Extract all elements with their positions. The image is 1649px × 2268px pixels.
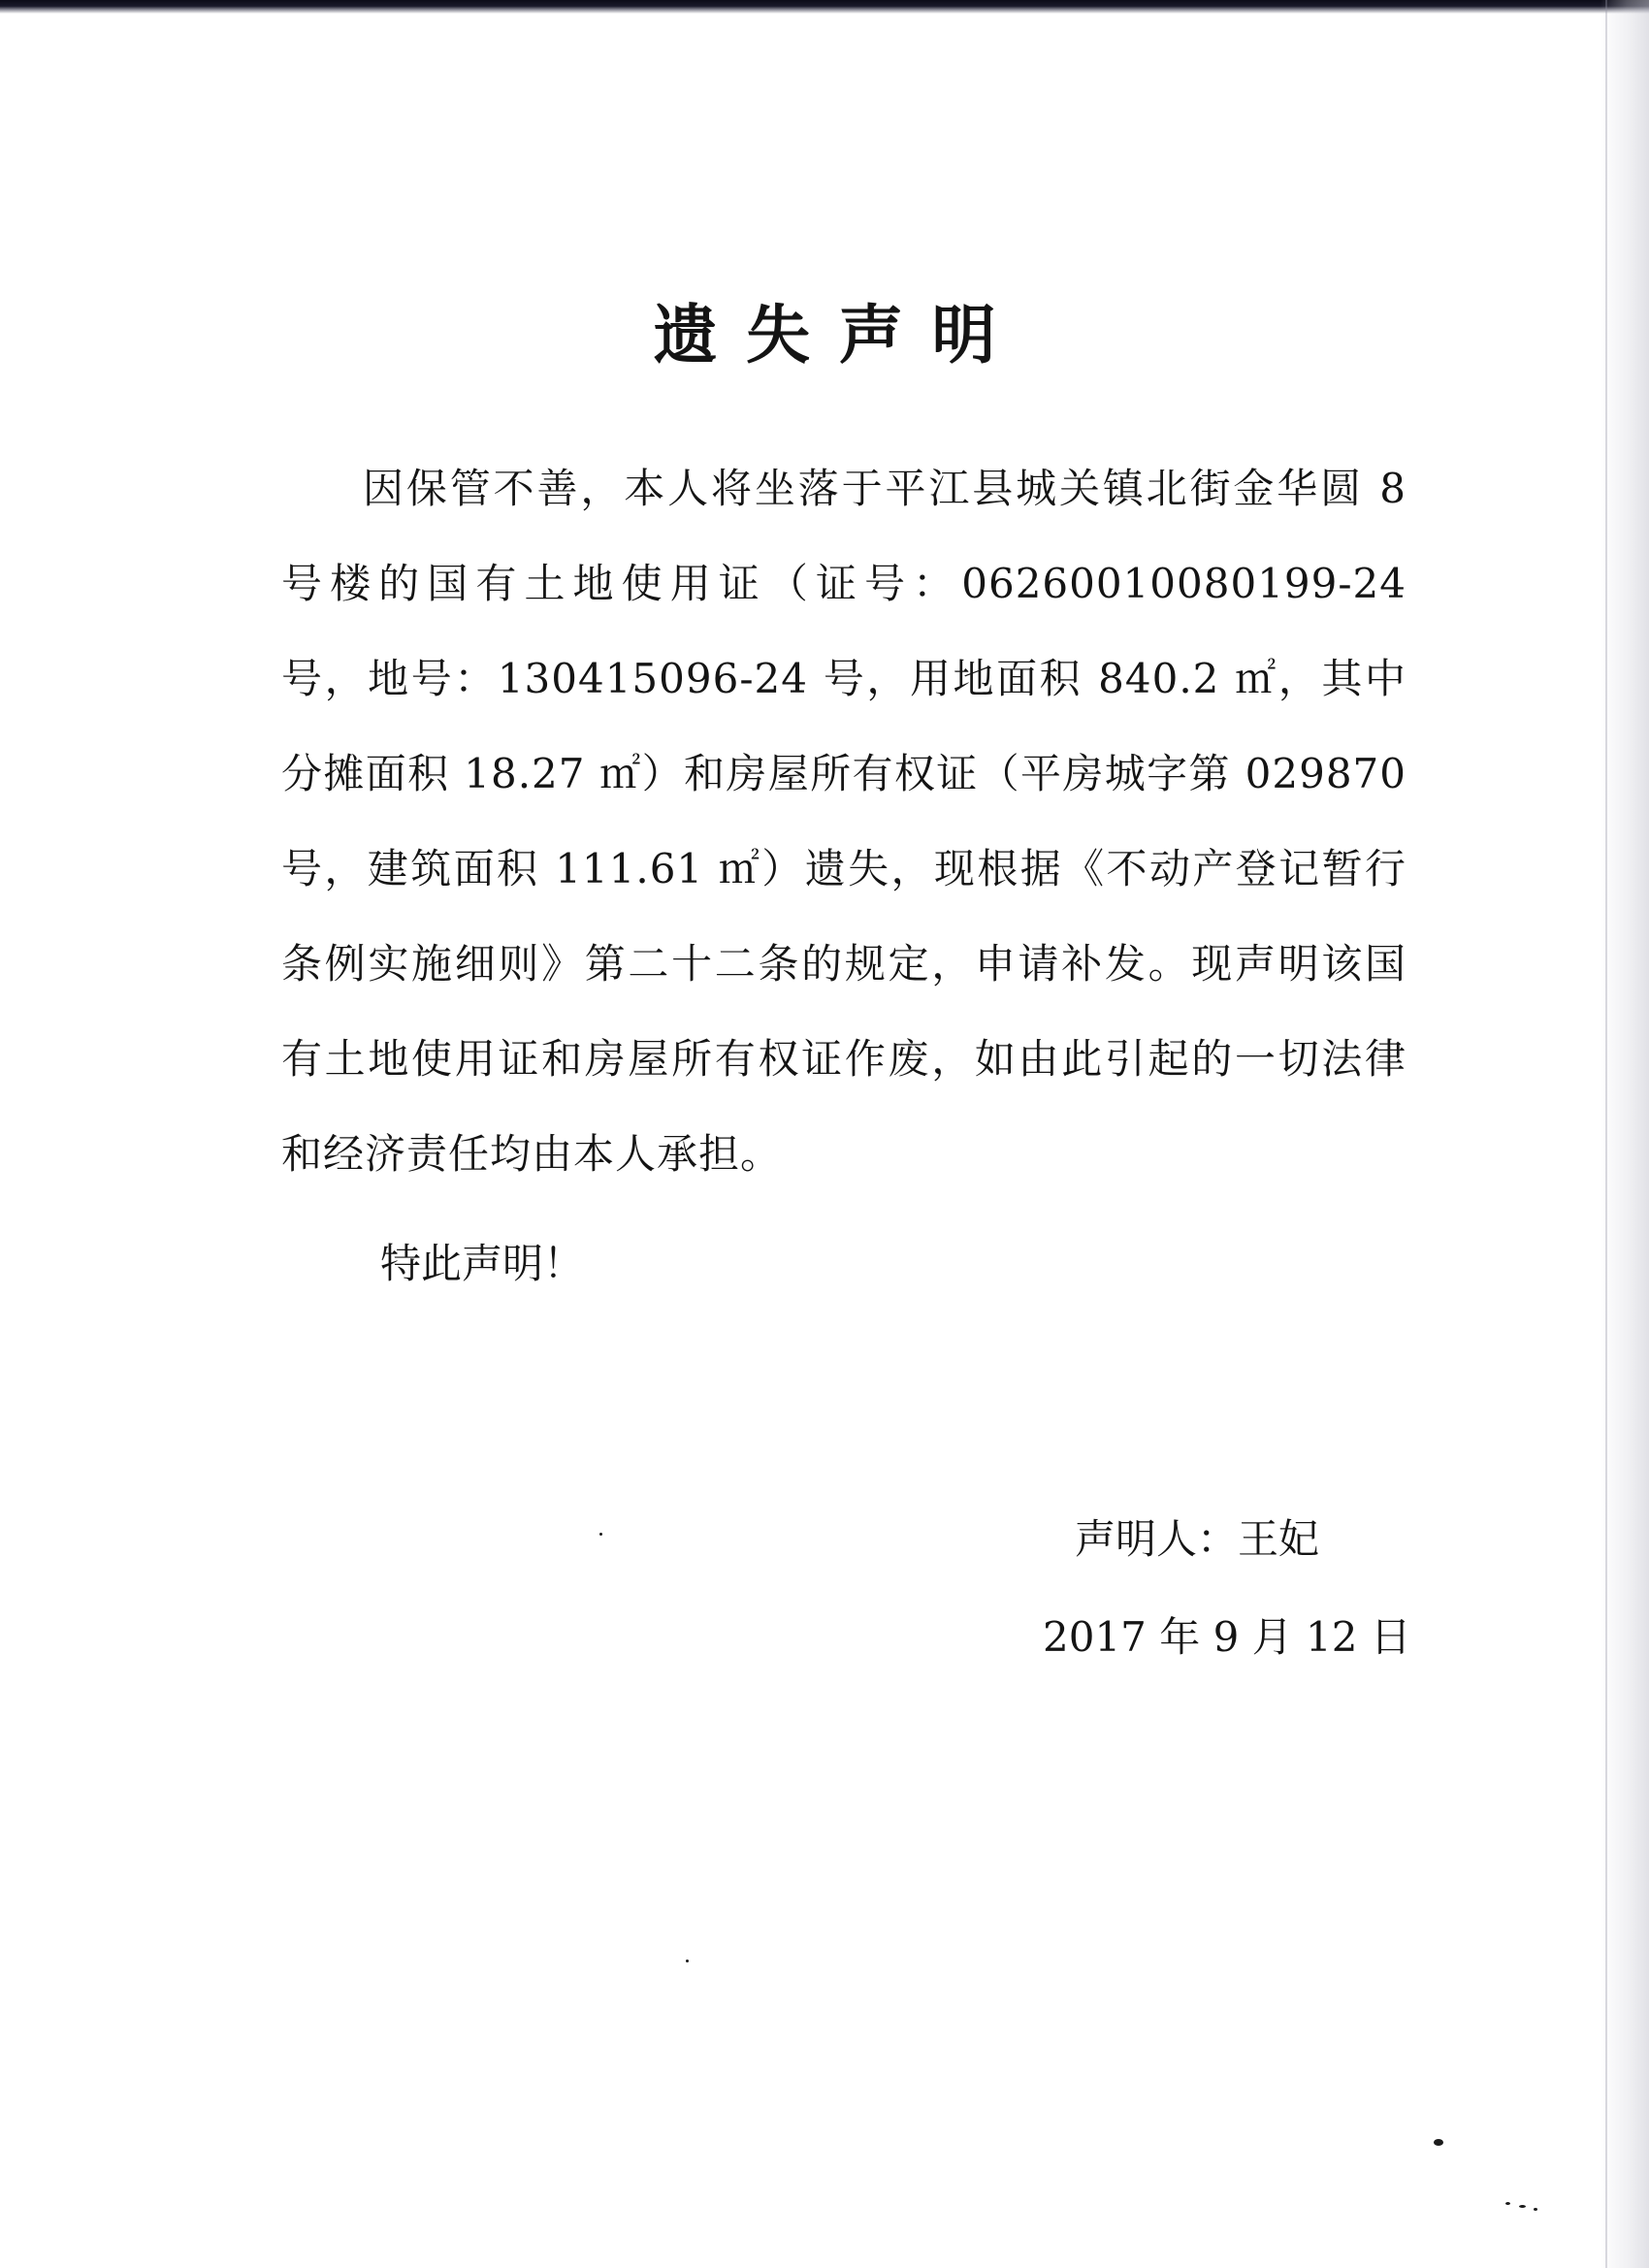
signature-date: 2017 年 9 月 12 日 — [1043, 1613, 1411, 1661]
scan-speck — [686, 1960, 689, 1962]
signer-line: 声明人：王妃 — [1075, 1515, 1320, 1563]
declaration-body: 因保管不善，本人将坐落于平江县城关镇北街金华圆 8 号楼的国有土地使用证（证号：06260010080199-24 号，地号：130415096-24 号，用地面积 840.2 ㎡，其中分摊面积 18.27 ㎡）和房屋所有权证（平房城字第 029870 号，建筑面积 111.61 ㎡）遗失，现根据《不动产登记暂行条例实施细则》第二十二条的规定，申请补发。现声明该国有土地使用证和房屋所有权证作废，如由此引起的一切法律和经济责任均由本人承担。 — [281, 465, 1406, 1178]
scan-speck — [1434, 2139, 1443, 2146]
closing-statement: 特此声明！ — [380, 1240, 585, 1287]
scan-speck — [1519, 2205, 1526, 2208]
document-title: 遗失声明 — [653, 298, 1025, 373]
scan-speck — [1505, 2202, 1510, 2205]
scan-speck — [599, 1533, 602, 1536]
scan-edge-top — [0, 0, 1649, 14]
scan-speck — [1534, 2208, 1537, 2211]
